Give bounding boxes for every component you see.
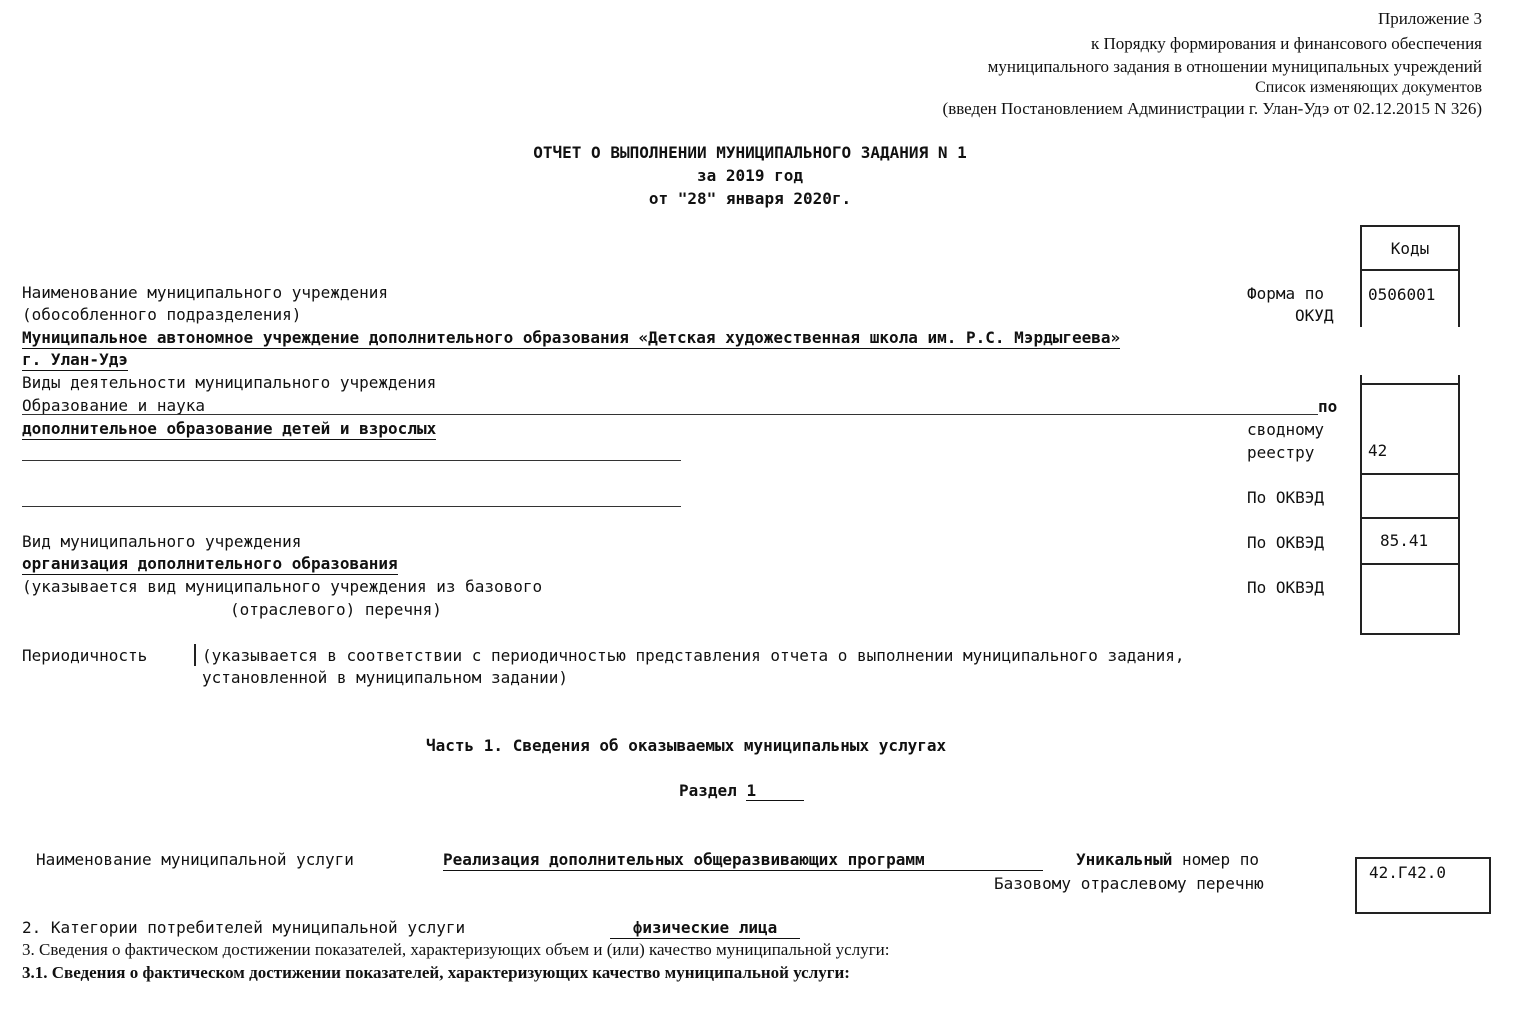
- section-label: Раздел: [679, 781, 737, 800]
- activity-underline: [22, 414, 1318, 415]
- registry-code-value: 42: [1368, 441, 1388, 460]
- okved-code-cell-3: [1360, 565, 1460, 635]
- unique-label-bold: Уникальный: [1076, 850, 1173, 869]
- okud-code-cell: [1360, 269, 1460, 327]
- institution-city: г. Улан-Удэ: [22, 350, 128, 369]
- okved-code-value-2: 85.41: [1380, 531, 1429, 550]
- codes-header-cell: [1360, 225, 1460, 271]
- institution-type-label: Вид муниципального учреждения: [22, 532, 302, 551]
- periodicity-divider: [194, 644, 196, 666]
- okved-label-3: По ОКВЭД: [1247, 578, 1325, 597]
- institution-type-value: организация дополнительного образования: [22, 554, 398, 573]
- svodnomu-label: сводному: [1247, 420, 1325, 439]
- consumers-value: физические лица: [610, 918, 800, 939]
- periodicity-note-2: установленной в муниципальном задании): [202, 668, 569, 687]
- activity-value-1: Образование и наука: [22, 396, 206, 415]
- appendix-number: Приложение 3: [1378, 9, 1482, 28]
- report-date: от "28" января 2020г.: [648, 189, 852, 208]
- activities-label: Виды деятельности муниципального учреждения: [22, 373, 437, 392]
- okved-code-cell-2: [1360, 519, 1460, 565]
- info-line-3-1: 3.1. Сведения о фактическом достижении показателей, характеризующих качество муниципальной услуги:: [22, 963, 850, 982]
- periodicity-note-1: (указывается в соответствии с периодичностью представления отчета о выполнении муниципального задания,: [202, 646, 1185, 665]
- unique-label-line2: Базовому отраслевому перечню: [994, 874, 1264, 893]
- okved-label-2: По ОКВЭД: [1247, 533, 1325, 552]
- service-name: Реализация дополнительных общеразвивающих программ: [443, 850, 1043, 871]
- okved-code-cell-1: [1360, 473, 1460, 519]
- info-line-3: 3. Сведения о фактическом достижении показателей, характеризующих объем и (или) качество муниципальной услуги:: [22, 940, 890, 959]
- report-title: ОТЧЕТ О ВЫПОЛНЕНИИ МУНИЦИПАЛЬНОГО ЗАДАНИЯ N 1: [533, 143, 967, 162]
- institution-type-note-1: (указывается вид муниципального учреждения из базового: [22, 577, 543, 596]
- institution-type-note-2: (отраслевого) перечня): [230, 600, 442, 619]
- okud-code-value: 0506001: [1368, 285, 1436, 304]
- activity-value-2: дополнительное образование детей и взрослых: [22, 419, 437, 438]
- codes-heading: Коды: [1390, 239, 1430, 258]
- blank-line-1: [22, 460, 681, 461]
- changing-documents-label: Список изменяющих документов: [1255, 79, 1482, 96]
- po-label: по: [1318, 397, 1338, 416]
- service-label: Наименование муниципальной услуги: [36, 850, 354, 869]
- okud-label: ОКУД: [1295, 306, 1334, 325]
- institution-name: Муниципальное автономное учреждение дополнительного образования «Детская художественная школа им. Р.С. Мэрдыгеева»: [22, 328, 1121, 347]
- service-code-value: 42.Г42.0: [1369, 863, 1447, 882]
- periodicity-label: Периодичность: [22, 646, 148, 665]
- form-label: Форма по: [1247, 284, 1325, 303]
- service-code-box: [1355, 857, 1491, 914]
- institution-sublabel: (обособленного подразделения): [22, 305, 302, 324]
- registry-code-cell: [1360, 383, 1460, 475]
- part1-title: Часть 1. Сведения об оказываемых муниципальных услугах: [426, 736, 947, 755]
- blank-line-2: [22, 506, 681, 507]
- okved-label-1: По ОКВЭД: [1247, 488, 1325, 507]
- consumers-label: 2. Категории потребителей муниципальной услуги: [22, 918, 466, 937]
- decree-reference: (введен Постановлением Администрации г. Улан-Удэ от 02.12.2015 N 326): [942, 99, 1482, 118]
- appendix-line-3: муниципального задания в отношении муниципальных учреждений: [987, 57, 1482, 76]
- section-number: 1: [746, 781, 804, 801]
- institution-label: Наименование муниципального учреждения: [22, 283, 389, 302]
- appendix-line-2: к Порядку формирования и финансового обеспечения: [1091, 34, 1482, 53]
- unique-label-rest: номер по: [1181, 850, 1260, 869]
- reestru-label: реестру: [1247, 443, 1315, 462]
- report-year: за 2019 год: [697, 166, 803, 185]
